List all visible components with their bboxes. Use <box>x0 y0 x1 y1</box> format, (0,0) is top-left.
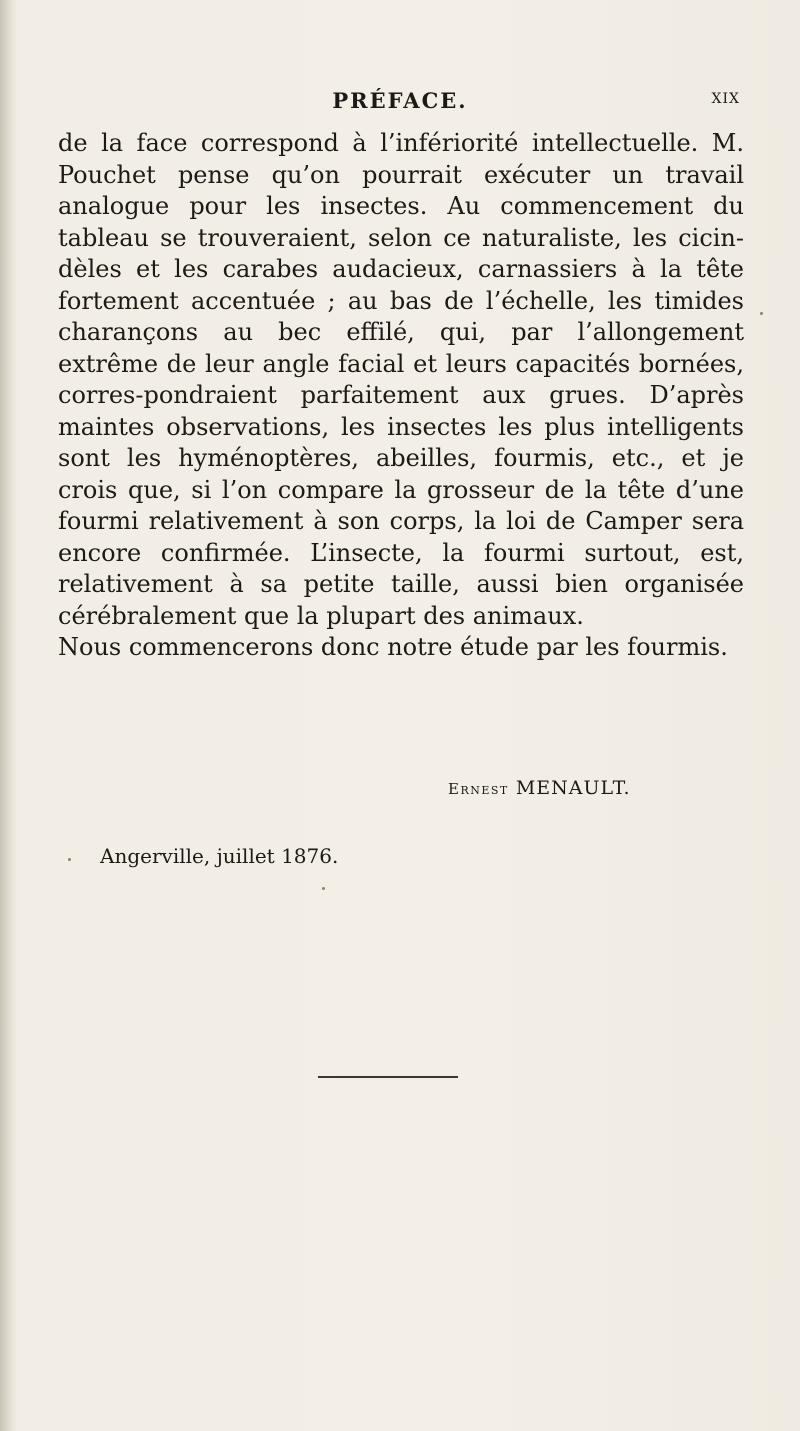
page-header <box>60 88 740 114</box>
place-date: Angerville, juillet 1876. <box>100 844 339 868</box>
paper-speck <box>760 312 763 315</box>
signature-last-name: MENAULT. <box>515 777 631 799</box>
signature-first-name: Ernest <box>448 780 509 798</box>
signature <box>448 777 630 799</box>
gutter-shadow <box>0 0 14 1431</box>
paper-speck <box>322 887 325 890</box>
end-rule <box>318 1076 458 1078</box>
paragraph-2: Nous commencerons donc notre étude par les fourmis. <box>58 633 728 661</box>
paragraph-1: de la face correspond à l’infériorité intellectuelle. M. Pouchet pense qu’on pourrait exécuter un travail analogue pour les insectes. Au commencement du tableau se trouveraient, selon ce naturaliste, les cicin-dèles et les carabes audacieux, carnassiers à la tête fortement accentuée ; au bas de l’échelle, les timides charançons au bec effilé, qui, par l’allongement extrême de leur angle facial et leurs capacités bornées, corres-pondraient parfaitement aux grues. D’après maintes observations, les insectes les plus intelligents sont les hyménoptères, abeilles, fourmis, etc., et je crois que, si l’on compare la grosseur de la tête d’une fourmi relativement à son corps, la loi de Camper sera encore confirmée. L’insecte, la fourmi surtout, est, relativement à sa petite taille, aussi bien organisée cérébralement que la plupart des animaux. <box>58 129 744 630</box>
body-text <box>58 128 744 664</box>
paper-speck <box>68 858 71 861</box>
running-title: PRÉFACE. <box>332 88 468 113</box>
page-number: XIX <box>711 91 740 107</box>
